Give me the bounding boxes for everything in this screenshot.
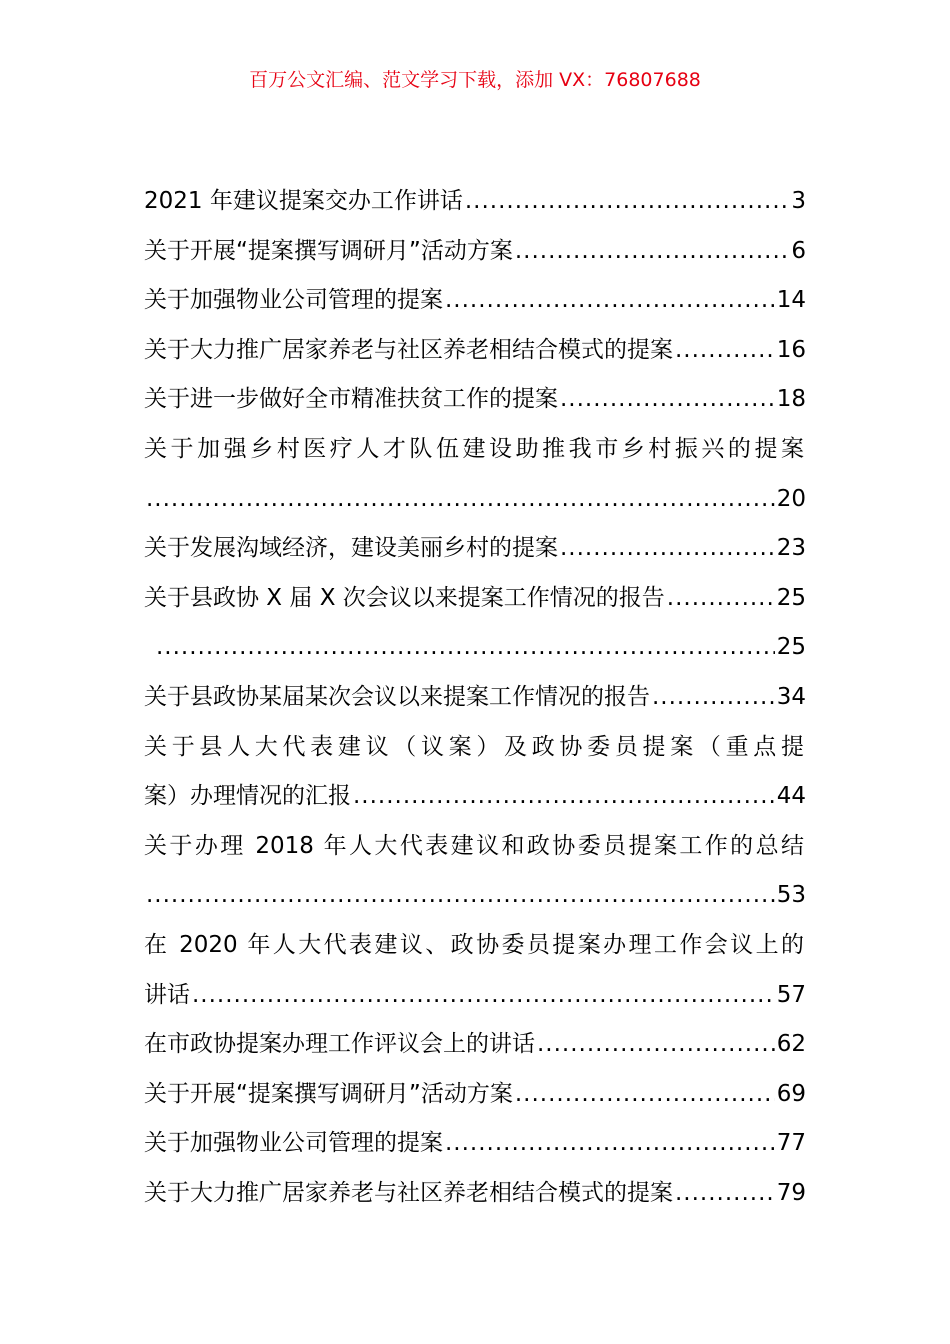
toc-entry-title: 关于发展沟域经济，建设美丽乡村的提案 <box>144 535 558 562</box>
toc-leader-dots <box>558 527 775 569</box>
toc-entry-title: 关于开展“提案撰写调研月”活动方案 <box>144 237 513 264</box>
toc-entry-continuation[interactable] <box>144 478 806 528</box>
toc-leader-dots <box>144 626 775 668</box>
toc-entry-page: 16 <box>776 336 806 363</box>
toc-entry-continuation[interactable] <box>144 775 806 825</box>
toc-entry-page: 34 <box>776 683 806 710</box>
toc-entry-page: 57 <box>776 981 806 1008</box>
toc-entry-page: 25 <box>776 584 806 611</box>
toc-entry-wrapped-title[interactable] <box>144 825 806 875</box>
toc-entry-page: 14 <box>776 287 806 314</box>
toc-leader-dots <box>535 1023 775 1065</box>
toc-leader-dots <box>443 1122 775 1164</box>
toc-entry-page: 3 <box>791 188 806 214</box>
toc-entry[interactable] <box>144 1172 806 1222</box>
toc-entry[interactable] <box>144 676 806 726</box>
header-banner: 百万公文汇编、范文学习下载，添加 VX：76807688 <box>249 69 701 91</box>
toc-entry-title: 关于县政协 X 届 X 次会议以来提案工作情况的报告 <box>144 584 665 611</box>
toc-leader-dots <box>443 279 775 321</box>
toc-entry[interactable] <box>144 1023 806 1073</box>
toc-entry[interactable] <box>144 378 806 428</box>
toc-leader-dots <box>351 775 775 817</box>
toc-entry-title: 讲话 <box>144 981 190 1008</box>
toc-entry-page: 23 <box>776 535 806 562</box>
toc-leader-dots <box>650 676 775 718</box>
toc-entry-wrapped-title[interactable] <box>144 726 806 776</box>
toc-entry-wrapped-title[interactable] <box>144 924 806 974</box>
toc-leader-dots <box>190 974 775 1016</box>
toc-leader-dots <box>665 577 775 619</box>
toc-leader-dots <box>558 378 775 420</box>
toc-entry-continuation[interactable] <box>144 626 806 676</box>
toc-entry[interactable] <box>144 230 806 280</box>
toc-entry-title: 关于办理 2018 年人大代表建议和政协委员提案工作的总结 <box>144 832 804 859</box>
toc-entry-page: 53 <box>776 882 806 909</box>
toc-entry[interactable] <box>144 1122 806 1172</box>
toc-entry-page: 77 <box>776 1130 806 1157</box>
toc-entry-wrapped-title[interactable] <box>144 428 806 478</box>
toc-entry-page: 62 <box>776 1031 806 1058</box>
toc-entry-title: 关于大力推广居家养老与社区养老相结合模式的提案 <box>144 1179 673 1206</box>
toc-entry[interactable] <box>144 279 806 329</box>
toc-entry-page: 25 <box>776 634 806 661</box>
toc-entry-page: 18 <box>776 386 806 413</box>
toc-leader-dots <box>144 478 775 520</box>
toc-entry-title: 在 2020 年人大代表建议、政协委员提案办理工作会议上的 <box>144 931 804 958</box>
toc-entry-title: 关于开展“提案撰写调研月”活动方案 <box>144 1080 513 1107</box>
toc-leader-dots <box>673 329 775 371</box>
toc-entry-title: 关于加强乡村医疗人才队伍建设助推我市乡村振兴的提案 <box>144 435 804 462</box>
toc-entry-title: 关于大力推广居家养老与社区养老相结合模式的提案 <box>144 336 673 363</box>
toc-entry-title: 关于加强物业公司管理的提案 <box>144 287 443 314</box>
toc-entry-continuation[interactable] <box>144 974 806 1024</box>
toc-entry-page: 69 <box>776 1080 806 1107</box>
toc-entry-title: 关于县政协某届某次会议以来提案工作情况的报告 <box>144 683 650 710</box>
toc-entry-title: 2021 年建议提案交办工作讲话 <box>144 188 463 214</box>
toc-entry[interactable] <box>144 180 806 230</box>
toc-entry-title: 案）办理情况的汇报 <box>144 783 351 810</box>
toc-entry[interactable] <box>144 527 806 577</box>
toc-entry-page: 20 <box>776 485 806 512</box>
toc-entry-title: 关于县人大代表建议（议案）及政协委员提案（重点提 <box>144 733 804 760</box>
toc-entry-title: 关于进一步做好全市精准扶贫工作的提案 <box>144 386 558 413</box>
toc-leader-dots <box>513 230 790 272</box>
toc-leader-dots <box>673 1172 775 1214</box>
toc-leader-dots <box>463 180 790 222</box>
toc-leader-dots <box>144 874 775 916</box>
toc-entry-page: 79 <box>776 1179 806 1206</box>
toc-entry[interactable] <box>144 329 806 379</box>
toc-entry-page: 6 <box>791 237 806 264</box>
toc-entry-title: 关于加强物业公司管理的提案 <box>144 1130 443 1157</box>
toc-entry[interactable] <box>144 1073 806 1123</box>
toc-entry-page: 44 <box>776 783 806 810</box>
toc-entry-continuation[interactable] <box>144 874 806 924</box>
toc-entry[interactable] <box>144 577 806 627</box>
toc-leader-dots <box>513 1073 775 1115</box>
toc-entry-title: 在市政协提案办理工作评议会上的讲话 <box>144 1031 535 1058</box>
table-of-contents <box>144 180 806 1221</box>
